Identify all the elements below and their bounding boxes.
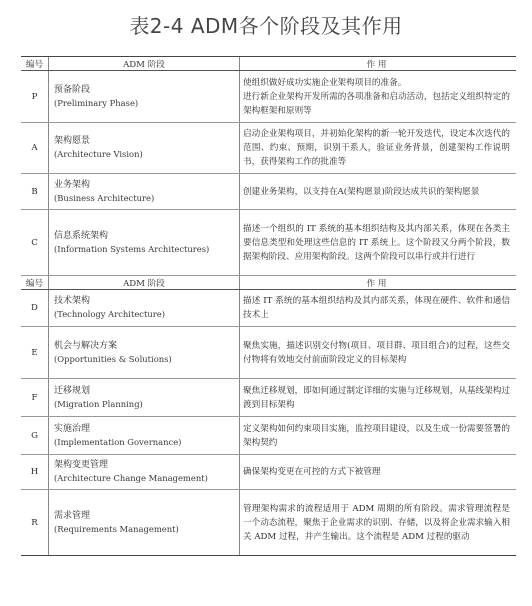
phase-code: H: [21, 455, 49, 490]
phase-code: P: [21, 71, 49, 123]
header-row: [21, 57, 516, 71]
phase-desc-cell: [240, 123, 517, 174]
phase-name-en: (Preliminary Phase): [54, 97, 139, 108]
table-row: [21, 123, 516, 174]
phase-name-cell: [49, 379, 240, 417]
phase-name-zh: 预备阶段: [54, 84, 91, 95]
phase-name-zh: 实施治理: [54, 423, 91, 434]
phase-code: G: [21, 417, 49, 455]
table-row: [21, 379, 516, 417]
phase-name-zh: 机会与解决方案: [54, 340, 118, 351]
phase-name-en: (Opportunities & Solutions): [54, 353, 172, 364]
phase-desc: 聚焦迁移规划，即如何通过制定详细的实施与迁移规划，从基线架构过渡到目标架构: [243, 385, 510, 410]
phase-name-zh: 需求管理: [54, 510, 91, 521]
phase-name-en: (Requirements Management): [54, 523, 179, 534]
phase-code: R: [21, 490, 49, 556]
phase-code: B: [21, 174, 49, 210]
phase-name-en: (Technology Architecture): [54, 309, 165, 319]
phase-desc-cell: [240, 455, 517, 490]
phase-name-zh: 业务架构: [54, 179, 91, 190]
phase-name-cell: [49, 174, 240, 210]
phase-desc-cell: [240, 379, 517, 417]
table-row: [21, 327, 516, 379]
phase-name-en: (Architecture Change Management): [54, 473, 208, 483]
header-phase: ADM 阶段: [49, 57, 240, 71]
phase-name-zh: 架构愿景: [54, 136, 91, 146]
phase-name-zh: 技术架构: [54, 296, 91, 306]
phase-code: C: [21, 210, 49, 276]
phase-desc: 描述 IT 系统的基本组织结构及其内部关系，体现在硬件、软件和通信技术上: [243, 296, 510, 320]
table-title: 表2-4 ADM各个阶段及其作用: [129, 14, 403, 38]
table-row: [21, 210, 516, 276]
phase-code: D: [21, 290, 49, 327]
phase-desc-cell: [240, 290, 517, 327]
phase-desc: 管理架构需求的流程适用于 ADM 周期的所有阶段。需求管理流程是一个动态流程，聚焦于企业需求的识别、存储，以及将企业需求输入相关 ADM 过程，并产生输出。这个流程是 ADM 过程的驱动: [243, 503, 510, 542]
table-row: [21, 290, 516, 327]
phase-name-cell: [49, 123, 240, 174]
phase-desc-cell: [240, 71, 517, 123]
phase-desc-cell: [240, 174, 517, 210]
phase-desc-cell: [240, 417, 517, 455]
header-role: 作 用: [240, 276, 517, 290]
phase-desc-cell: [240, 210, 517, 276]
phase-name-en: (Architecture Vision): [54, 149, 143, 159]
phase-name-zh: 信息系统架构: [54, 230, 109, 241]
phase-name-cell: [49, 290, 240, 327]
adm-phases-table: [21, 56, 516, 556]
phase-name-zh: 架构变更管理: [54, 460, 109, 470]
phase-desc: 聚焦实施，描述识别交付物(项目、项目群、项目组合)的过程，这些交付物将有效地交付前面阶段定义的目标架构: [243, 340, 510, 365]
header-row: [21, 276, 516, 290]
phase-code: F: [21, 379, 49, 417]
phase-name-en: (Business Architecture): [54, 192, 155, 203]
table-row: [21, 71, 516, 123]
phase-name-zh: 迁移规划: [54, 385, 91, 396]
table-row: [21, 174, 516, 210]
phase-desc: 确保架构变更在可控的方式下被管理: [243, 467, 381, 477]
phase-desc-cell: [240, 327, 517, 379]
phase-name-cell: [49, 210, 240, 276]
phase-name-cell: [49, 455, 240, 490]
header-code: 编号: [21, 276, 49, 290]
phase-code: A: [21, 123, 49, 174]
table-row: [21, 417, 516, 455]
phase-name-en: (Migration Planning): [54, 398, 143, 409]
phase-name-cell: [49, 417, 240, 455]
table-row: [21, 490, 516, 556]
header-role: 作 用: [240, 57, 517, 71]
phase-code: E: [21, 327, 49, 379]
phase-desc: 启动企业架构项目，并初始化架构的新一轮开发迭代，设定本次迭代的范围、约束、预期，识别干系人，验证业务背景，创建架构工作说明书，获得架构工作的批准等: [243, 129, 510, 167]
phase-desc-cell: [240, 490, 517, 556]
phase-name-cell: [49, 490, 240, 556]
phase-name-cell: [49, 327, 240, 379]
phase-desc: 定义架构如何约束项目实施，监控项目建设，以及生成一份需要签署的架构契约: [243, 423, 510, 448]
phase-desc: 使组织做好成功实施企业架构项目的准备。 进行新企业架构开发所需的各项准备和启动活动，包括定义组织特定的架构框架和原则等: [243, 77, 510, 116]
table-row: [21, 455, 516, 490]
header-phase: ADM 阶段: [49, 276, 240, 290]
phase-name-cell: [49, 71, 240, 123]
phase-desc: 描述一个组织的 IT 系统的基本组织结构及其内部关系，体现在各类主要信息类型和处理这些信息的 IT 系统上。这个阶段又分两个阶段，数据架构阶段、应用架构阶段。这两个阶段可以串行或并行进行: [243, 223, 510, 262]
phase-name-en: (Implementation Governance): [54, 436, 182, 447]
phase-name-en: (Information Systems Architectures): [54, 243, 210, 254]
header-code: 编号: [21, 57, 49, 71]
phase-desc: 创建业务架构，以支持在A(架构愿景)阶段达成共识的架构愿景: [243, 186, 480, 197]
